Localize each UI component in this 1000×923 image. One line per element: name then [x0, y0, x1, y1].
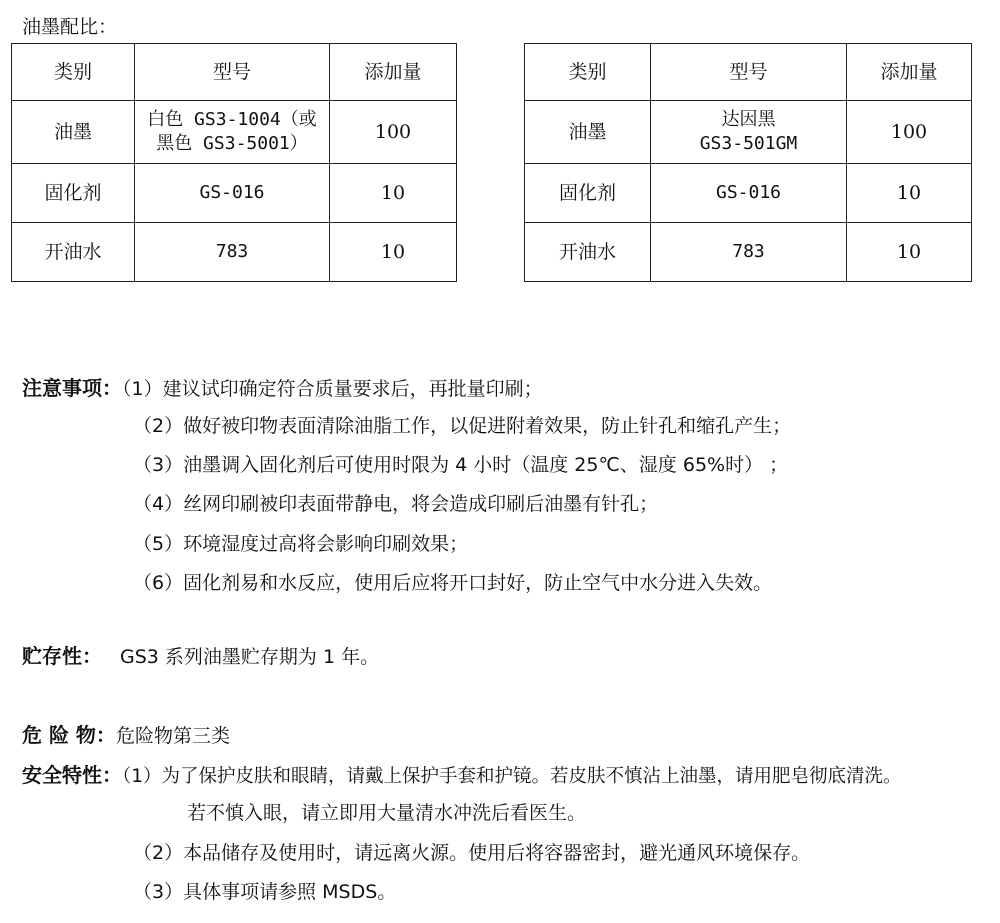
table-row [12, 101, 457, 164]
notes-first-line [22, 372, 543, 401]
storage-label: 贮存性： [22, 644, 102, 668]
header-model: 型号 [651, 44, 847, 101]
header-model: 型号 [135, 44, 330, 101]
cell-amount: 10 [847, 164, 972, 223]
safety-label: 安全特性： [22, 763, 122, 787]
header-category: 类别 [525, 44, 651, 101]
table-row [12, 223, 457, 282]
table-row [525, 164, 972, 223]
model-line: GS3-501GM [699, 133, 798, 154]
cell-category: 油墨 [525, 101, 651, 164]
note-item: （3）油墨调入固化剂后可使用时限为 4 小时（温度 25℃、湿度 65%时） ； [133, 454, 789, 476]
header-category: 类别 [12, 44, 135, 101]
cell-amount: 100 [847, 101, 972, 164]
cell-model: GS-016 [135, 164, 330, 223]
cell-category: 开油水 [12, 223, 135, 282]
cell-model: 783 [135, 223, 330, 282]
storage-text: GS3 系列油墨贮存期为 1 年。 [120, 646, 380, 668]
note-item: （4）丝网印刷被印表面带静电，将会造成印刷后油墨有针孔； [133, 493, 659, 515]
table-row [525, 101, 972, 164]
cell-category: 开油水 [525, 223, 651, 282]
storage-line [22, 640, 379, 669]
cell-model [135, 101, 330, 164]
note-item: （2）做好被印物表面清除油脂工作，以促进附着效果，防止针孔和缩孔产生； [133, 415, 792, 437]
mix-ratio-title: 油墨配比： [22, 16, 118, 38]
cell-model [651, 101, 847, 164]
note-item: （1）建议试印确定符合质量要求后，再批量印刷； [122, 378, 543, 400]
table-header-row [12, 44, 457, 101]
safety-line: （2）本品储存及使用时，请远离火源。使用后将容器密封，避光通风环境保存。 [133, 842, 811, 864]
mix-ratio-table-right [524, 43, 972, 282]
note-item: （6）固化剂易和水反应，使用后应将开口封好，防止空气中水分进入失效。 [133, 572, 773, 594]
mix-ratio-table-left [11, 43, 457, 282]
cell-amount: 10 [330, 223, 457, 282]
model-line: 达因黑 [721, 109, 776, 130]
table-header-row [525, 44, 972, 101]
model-line: 白色 GS3-1004（或 [147, 109, 317, 130]
table-row [525, 223, 972, 282]
cell-amount: 10 [330, 164, 457, 223]
hazard-text: 危险物第三类 [115, 725, 230, 747]
cell-category: 固化剂 [525, 164, 651, 223]
note-item: （5）环境湿度过高将会影响印刷效果； [133, 533, 469, 555]
hazard-label: 危 险 物： [22, 723, 116, 747]
safety-line: （1）为了保护皮肤和眼睛，请戴上保护手套和护镜。若皮肤不慎沾上油墨，请用肥皂彻底清洗。 [122, 766, 902, 787]
table-row [12, 164, 457, 223]
model-line: 黑色 GS3-5001） [156, 133, 308, 154]
cell-category: 固化剂 [12, 164, 135, 223]
notes-label: 注意事项： [22, 376, 122, 400]
safety-line: （3）具体事项请参照 MSDS。 [133, 881, 397, 903]
cell-amount: 10 [847, 223, 972, 282]
header-amount: 添加量 [330, 44, 457, 101]
hazard-line [22, 719, 230, 748]
header-amount: 添加量 [847, 44, 972, 101]
cell-category: 油墨 [12, 101, 135, 164]
cell-amount: 100 [330, 101, 457, 164]
cell-model: 783 [651, 223, 847, 282]
safety-first-line [22, 759, 902, 788]
cell-model: GS-016 [651, 164, 847, 223]
safety-line: 若不慎入眼，请立即用大量清水冲洗后看医生。 [187, 802, 587, 824]
